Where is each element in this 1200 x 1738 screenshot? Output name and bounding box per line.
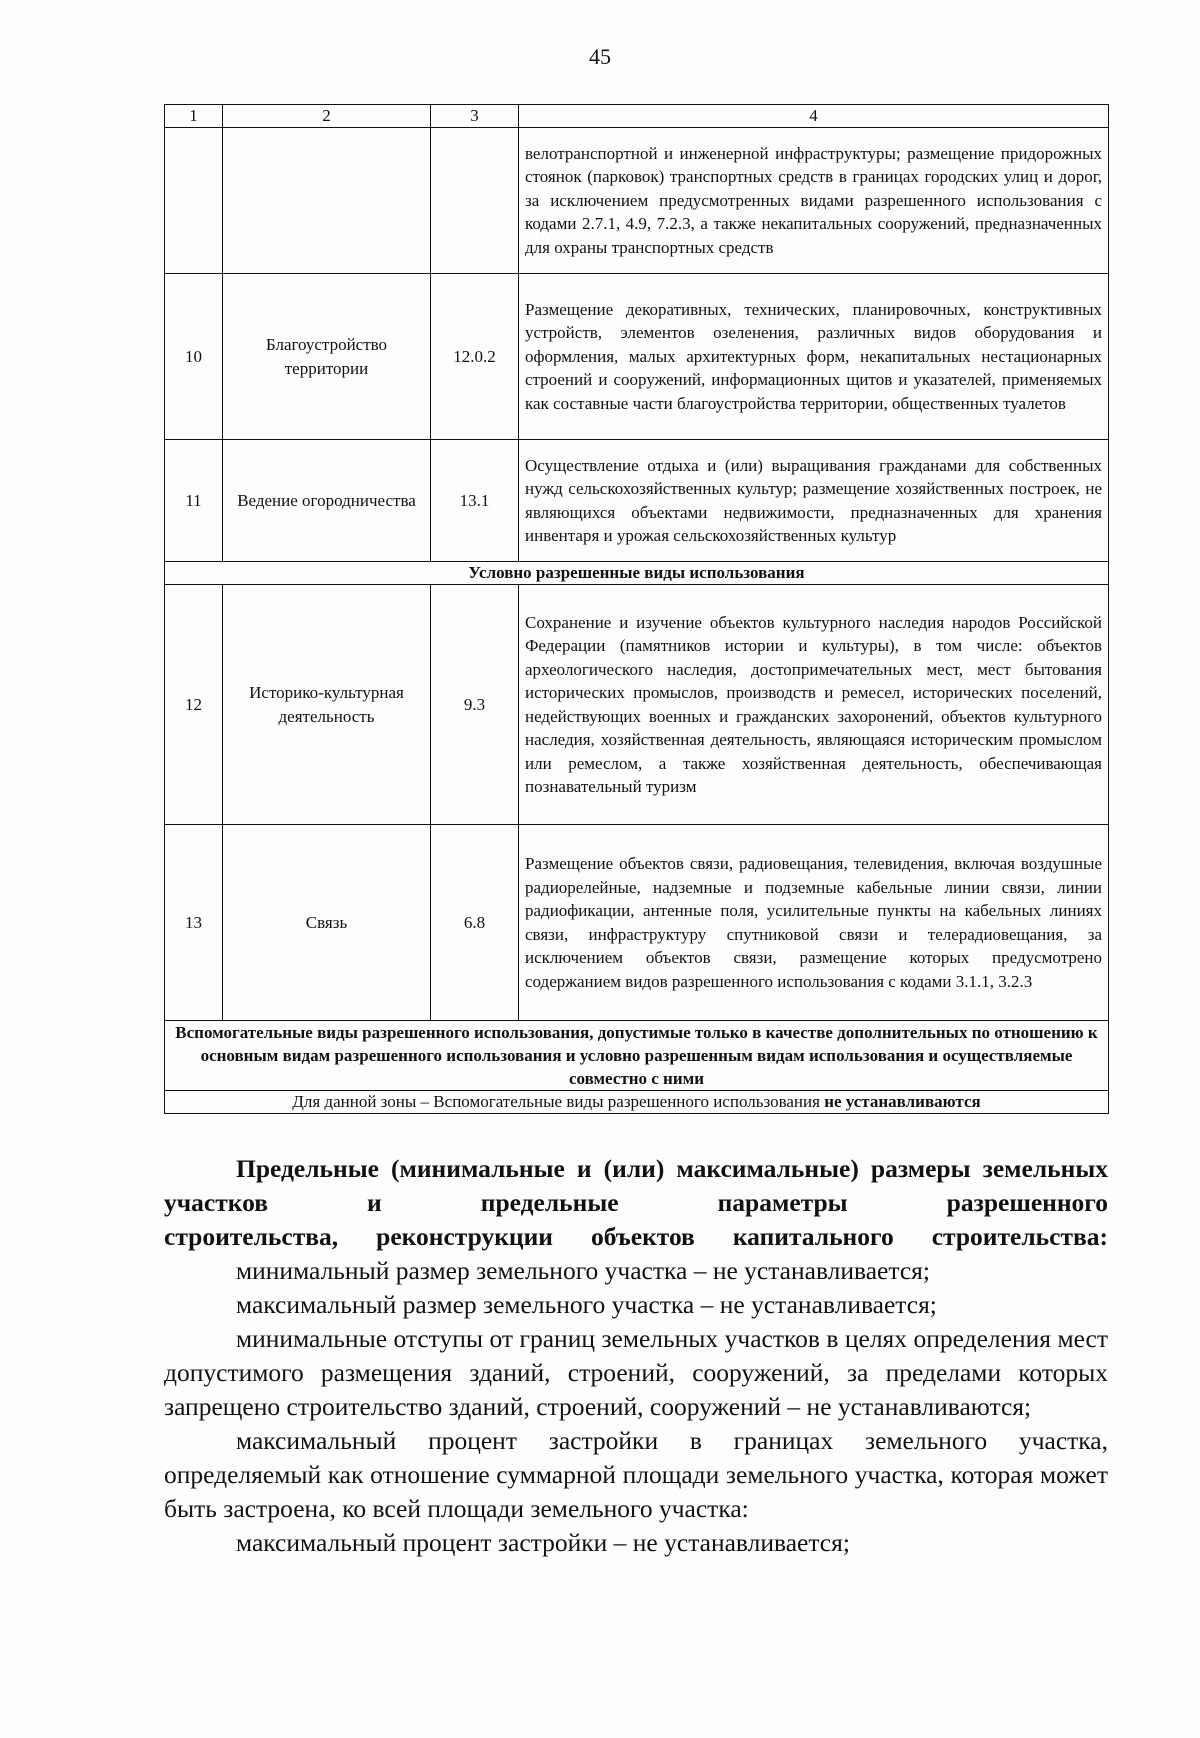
heading-line: Предельные (минимальные и (или) максимальные) размеры — [236, 1154, 971, 1183]
row-number: 12 — [165, 585, 223, 825]
heading-line: строительства, реконструкции объектов капитального строительства: — [164, 1222, 1108, 1251]
zone-note-prefix: Для данной зоны – Вспомогательные виды разрешенного использования — [292, 1092, 825, 1111]
column-header: 3 — [431, 105, 519, 128]
parameters-heading-last — [164, 1220, 1108, 1254]
conditional-section-title: Условно разрешенные виды использования — [165, 562, 1109, 585]
row-description: велотранспортной и инженерной инфраструктуры; размещение придорожных стоянок (парковок) транспортных средств в границах городских улиц и дорог, за исключением предусмотренных видами разрешенного использования с кодами 2.7.1, 4.9, 7.2.3, а также некапитальных сооружений, предназначенных для охраны транспортных средств — [519, 128, 1109, 274]
row-number: 10 — [165, 274, 223, 440]
auxiliary-section-title: Вспомогательные виды разрешенного использования, допустимые только в качестве дополнительных по отношению к основным видам разрешенного использования и условно разрешенным видам использования и осуществляемые совместно с ними — [165, 1021, 1109, 1091]
parameter-item: минимальные отступы от границ земельных участков в целях определения мест допустимого размещения зданий, строений, сооружений, за пределами которых запрещено строительство зданий, строений, сооружений – не устанавливаются; — [164, 1324, 1108, 1421]
column-header: 1 — [165, 105, 223, 128]
land-use-table — [164, 104, 1109, 1114]
parameter-item: максимальный процент застройки в границах земельного участка, определяемый как отношение суммарной площади земельного участка, которая может быть застроена, ко всей площади земельного участка: — [164, 1426, 1108, 1523]
parameters-section — [164, 1152, 1108, 1560]
row-number: 13 — [165, 825, 223, 1021]
row-code: 12.0.2 — [431, 274, 519, 440]
table-row — [165, 585, 1109, 825]
row-description: Размещение декоративных, технических, планировочных, конструктивных устройств, элементов озеленения, различных видов оборудования и оформления, малых архитектурных форм, некапитальных нестационарных строений и сооружений, информационных щитов и указателей, применяемых как составные части благоустройства территории, общественных туалетов — [519, 274, 1109, 440]
row-description: Сохранение и изучение объектов культурного наследия народов Российской Федерации (памятников истории и культуры), в том числе: объектов археологического наследия, достопримечательных мест, мест бытования исторических промыслов, производств и ремесел, исторических поселений, недействующих военных и гражданских захоронений, объектов культурного наследия, хозяйственная деятельность, являющаяся историческим промыслом или ремеслом, а также хозяйственная деятельность, обеспечивающая познавательный туризм — [519, 585, 1109, 825]
row-number: 11 — [165, 440, 223, 562]
column-header: 4 — [519, 105, 1109, 128]
section-row — [165, 1021, 1109, 1091]
zone-note-emphasis: не устанавливаются — [824, 1092, 981, 1111]
row-name: Историко-культурная деятельность — [223, 585, 431, 825]
table-header-row — [165, 105, 1109, 128]
row-name: Благоустройство территории — [223, 274, 431, 440]
row-code: 13.1 — [431, 440, 519, 562]
row-name: Связь — [223, 825, 431, 1021]
zone-note — [165, 1091, 1109, 1114]
table-row — [165, 274, 1109, 440]
row-name: Ведение огородничества — [223, 440, 431, 562]
heading-line: земельных участков и предельные параметры разрешенного — [164, 1154, 1108, 1217]
row-code — [431, 128, 519, 274]
row-code: 6.8 — [431, 825, 519, 1021]
zone-note-row — [165, 1091, 1109, 1114]
row-description: Осуществление отдыха и (или) выращивания гражданами для собственных нужд сельскохозяйственных культур; размещение хозяйственных построек, не являющихся объектами недвижимости, предназначенных для хранения инвентаря и урожая сельскохозяйственных культур — [519, 440, 1109, 562]
table-row — [165, 128, 1109, 274]
table-row — [165, 440, 1109, 562]
section-row — [165, 562, 1109, 585]
table-row — [165, 825, 1109, 1021]
parameters-heading — [164, 1152, 1108, 1220]
row-name — [223, 128, 431, 274]
parameter-item: максимальный процент застройки – не устанавливается; — [236, 1528, 850, 1557]
column-header: 2 — [223, 105, 431, 128]
row-number — [165, 128, 223, 274]
page-number: 45 — [589, 44, 611, 69]
parameter-item: минимальный размер земельного участка – не устанавливается; — [236, 1256, 930, 1285]
parameter-item: максимальный размер земельного участка – не устанавливается; — [236, 1290, 937, 1319]
row-code: 9.3 — [431, 585, 519, 825]
row-description: Размещение объектов связи, радиовещания, телевидения, включая воздушные радиорелейные, надземные и подземные кабельные линии связи, линии радиофикации, антенные поля, усилительные пункты на кабельных линиях связи, инфраструктуру спутниковой связи и телерадиовещания, за исключением объектов связи, размещение которых предусмотрено содержанием видов разрешенного использования с кодами 3.1.1, 3.2.3 — [519, 825, 1109, 1021]
